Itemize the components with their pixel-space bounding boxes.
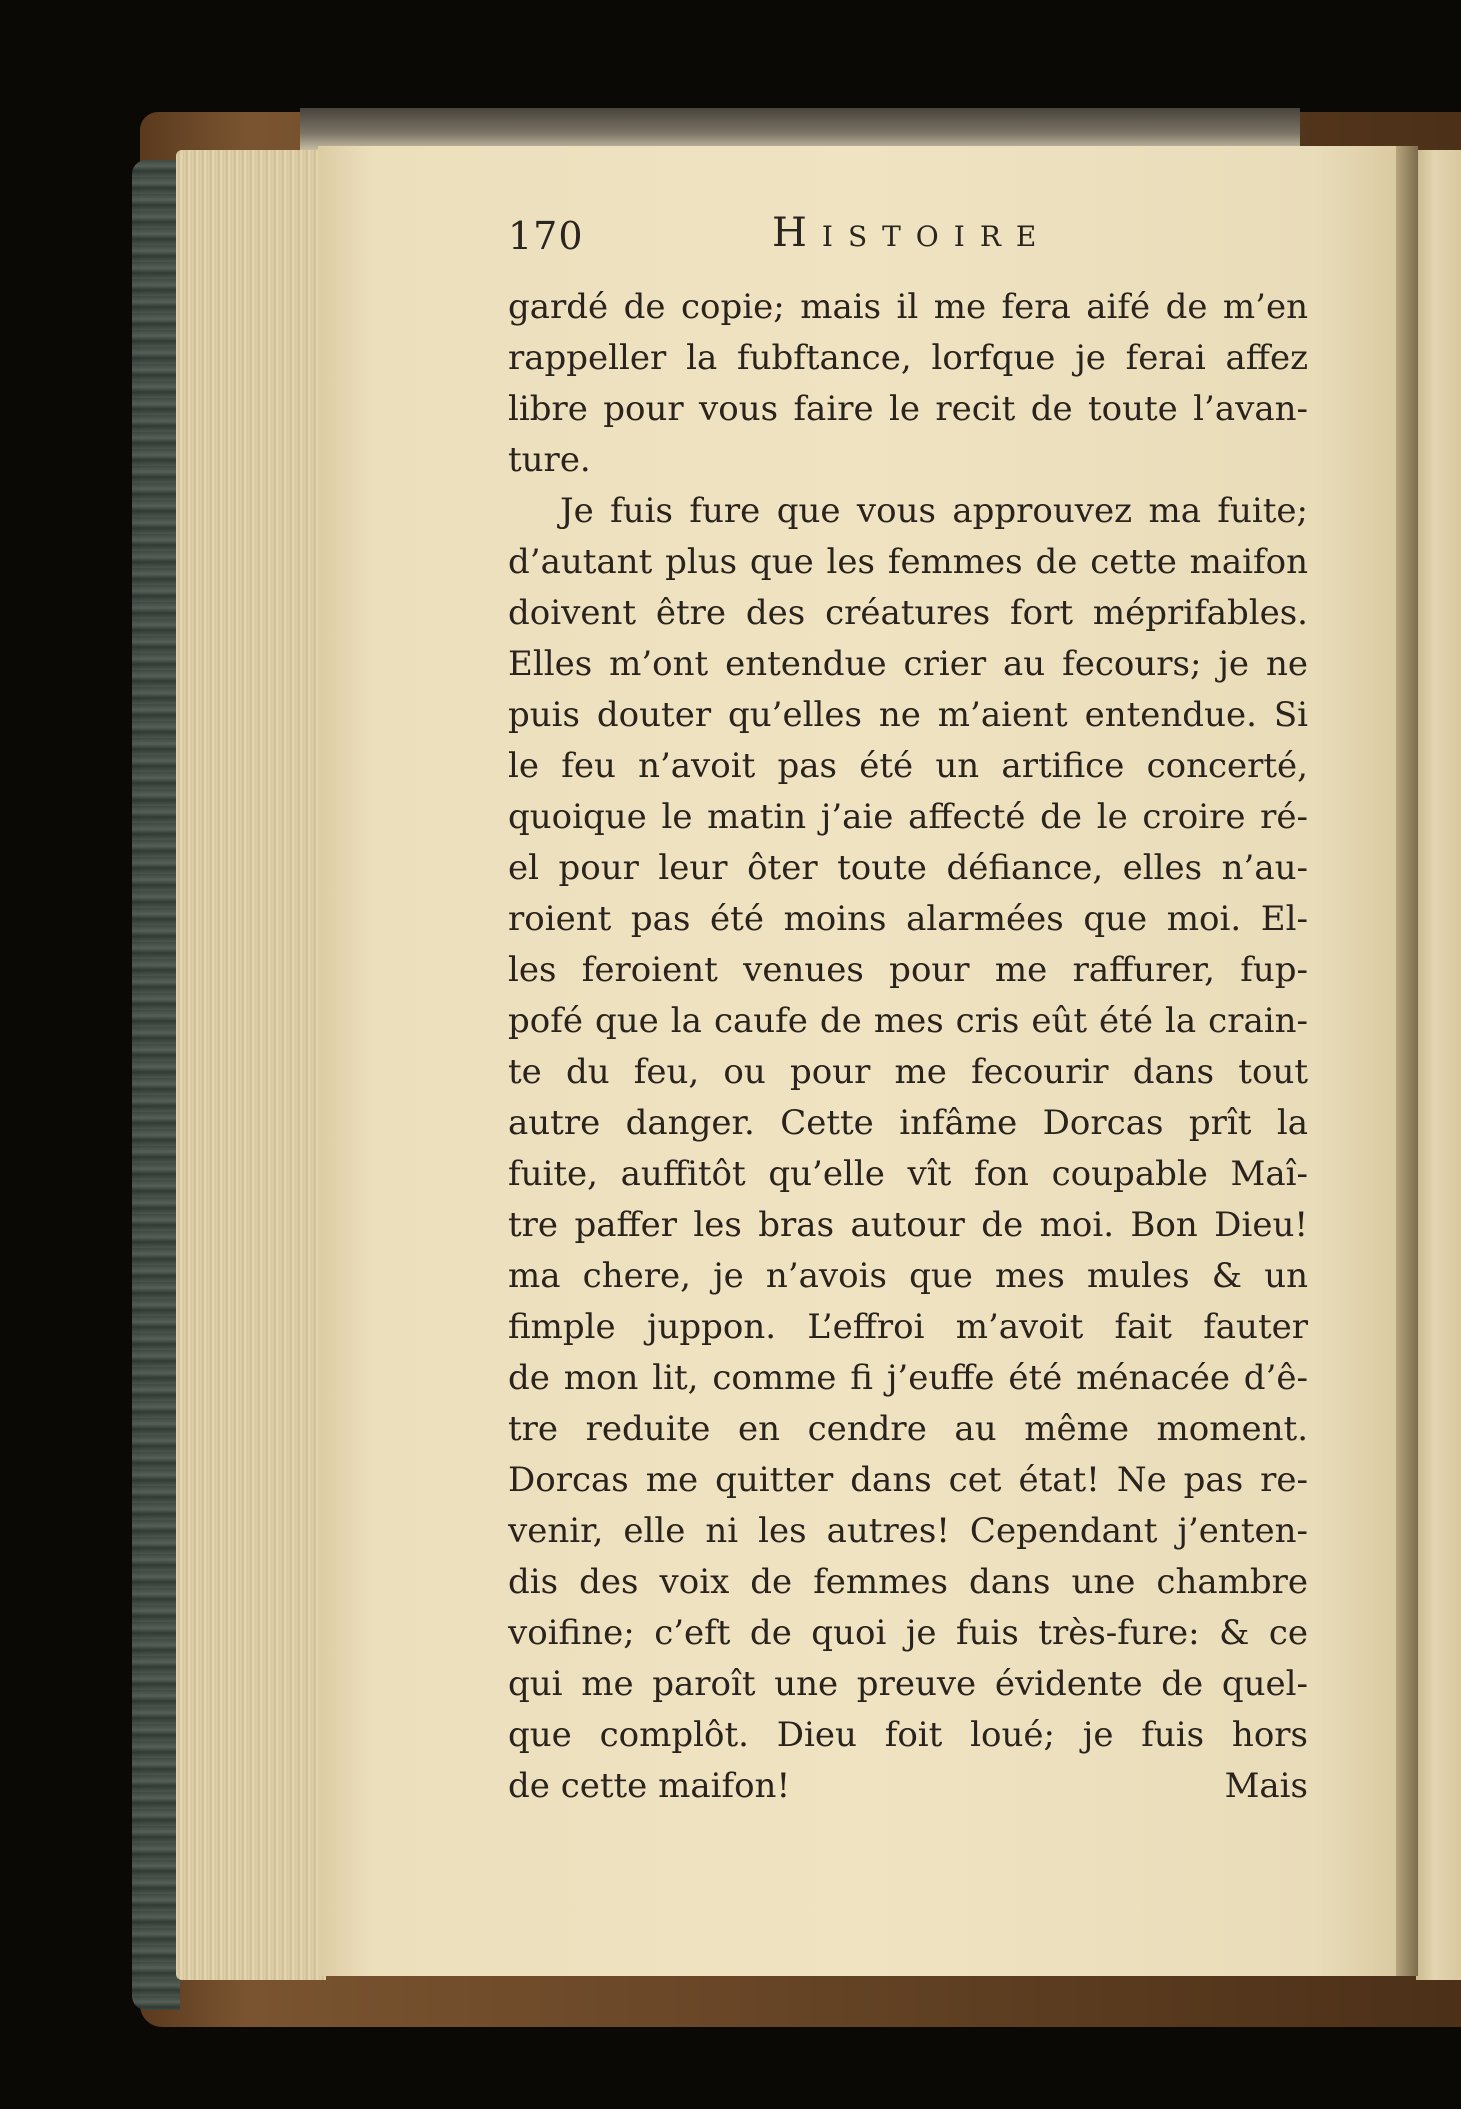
text-line: tre reduite en cendre au même moment.: [508, 1409, 1308, 1449]
text-line: qui me paroît une preuve évidente de quel-: [508, 1664, 1308, 1704]
gutter-shadow: [1396, 146, 1418, 1976]
text-line: fuite, auffitôt qu’elle vît fon coupable Maî-: [508, 1154, 1308, 1194]
text-line: le feu n’avoit pas été un artifice concerté,: [508, 746, 1308, 786]
text-line: rappeller la fubftance, lorfque je ferai affez: [508, 338, 1308, 378]
final-line-text: de cette maifon!: [508, 1766, 791, 1806]
text-line: libre pour vous faire le recit de toute l’avan-: [508, 389, 1308, 429]
text-line: pofé que la caufe de mes cris eût été la crain-: [508, 1001, 1308, 1041]
text-line: ture.: [508, 440, 591, 480]
text-line: fimple juppon. L’effroi m’avoit fait fauter: [508, 1307, 1308, 1347]
text-line: Elles m’ont entendue crier au fecours; je ne: [508, 644, 1308, 684]
text-line: d’autant plus que les femmes de cette maifon: [508, 542, 1308, 582]
running-head: [508, 204, 1308, 264]
catchword: Mais: [1224, 1766, 1308, 1806]
text-line: roient pas été moins alarmées que moi. El-: [508, 899, 1308, 939]
text-line: te du feu, ou pour me fecourir dans tout: [508, 1052, 1308, 1092]
text-line: tre paffer les bras autour de moi. Bon Dieu!: [508, 1205, 1308, 1245]
text-line: voifine; c’eft de quoi je fuis très-fure: & ce: [508, 1613, 1308, 1653]
text-line: doivent être des créatures fort méprifables.: [508, 593, 1308, 633]
page-edges-stack: [176, 150, 326, 1980]
running-title: Histoire: [772, 210, 1052, 256]
marbled-board-edge: [132, 160, 180, 2010]
text-line: les feroient venues pour me raffurer, fup-: [508, 950, 1308, 990]
text-line: venir, elle ni les autres! Cependant j’enten-: [508, 1511, 1308, 1551]
final-line-row: [508, 1761, 1308, 1812]
paragraph-start-line: Je fuis fure que vous approuvez ma fuite;: [560, 491, 1308, 531]
text-line: el pour leur ôter toute défiance, elles n’au-: [508, 848, 1308, 888]
body-text: [508, 282, 1308, 1812]
text-line: autre danger. Cette infâme Dorcas prît la: [508, 1103, 1308, 1143]
text-line: gardé de copie; mais il me fera aifé de m’en: [508, 287, 1308, 327]
text-line: quoique le matin j’aie affecté de le croire ré-: [508, 797, 1308, 837]
text-line: puis douter qu’elles ne m’aient entendue. Si: [508, 695, 1308, 735]
text-line: de mon lit, comme fi j’euffe été ménacée d’ê-: [508, 1358, 1308, 1398]
text-line: Dorcas me quitter dans cet état! Ne pas re-: [508, 1460, 1308, 1500]
text-line: ma chere, je n’avois que mes mules & un: [508, 1256, 1308, 1296]
text-line: que complôt. Dieu foit loué; je fuis hors: [508, 1715, 1308, 1755]
text-line: dis des voix de femmes dans une chambre: [508, 1562, 1308, 1602]
facing-page-edge: [1416, 150, 1461, 1980]
page-number: 170: [508, 214, 584, 258]
